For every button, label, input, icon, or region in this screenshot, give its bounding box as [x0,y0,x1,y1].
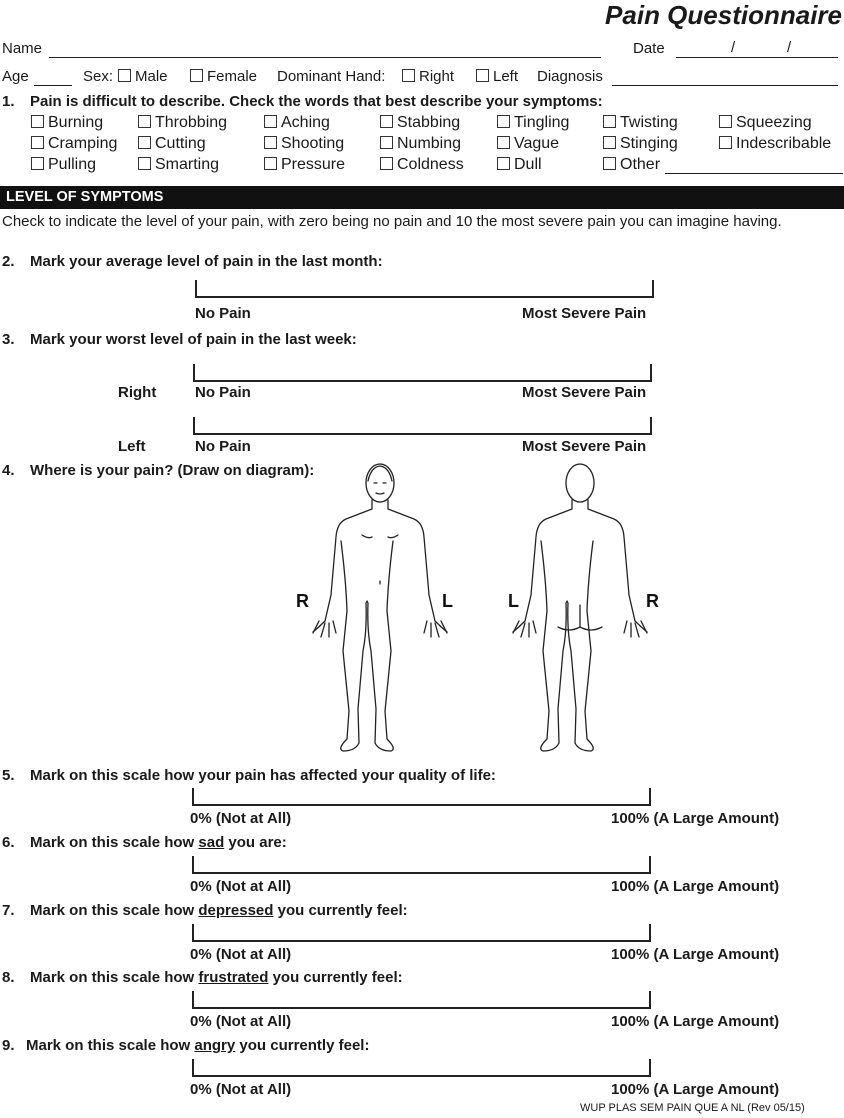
front-body-figure [313,464,447,751]
q3-number: 3. [2,331,15,348]
scale-high-label: Most Severe Pain [522,384,647,401]
q1-number: 1. [2,93,15,110]
symptom-label: Twisting [620,114,678,131]
dominant-hand-label: Dominant Hand: [277,68,386,85]
q4-text: Where is your pain? (Draw on diagram): [30,462,315,479]
symptom-label: Coldness [397,156,464,173]
form-code: WUP PLAS SEM PAIN QUE A NL (Rev 05/15) [580,1102,805,1114]
symptom-option[interactable] [603,156,660,174]
symptom-label: Cutting [155,135,206,152]
q4-number: 4. [2,462,15,479]
page-title: Pain Questionnaire [605,0,842,30]
quality-of-life-scale[interactable] [192,788,651,806]
pct-low-label: 0% (Not at All) [190,1013,292,1030]
checkbox[interactable] [31,157,44,170]
symptom-option[interactable] [264,114,330,132]
symptom-option[interactable] [497,114,569,132]
symptom-label: Aching [281,114,330,131]
q7-text: Mark on this scale how depressed you currently feel: [30,902,408,919]
date-separator: / [787,39,792,56]
right-label: Right [118,384,157,401]
pct-low-label: 0% (Not at All) [190,1081,292,1098]
checkbox[interactable] [497,136,510,149]
frustrated-scale[interactable] [192,991,651,1009]
q2-text: Mark your average level of pain in the last month: [30,253,383,270]
scale-low-label: No Pain [195,384,251,401]
q9-number: 9. [2,1037,15,1054]
sad-scale[interactable] [192,856,651,874]
name-field[interactable] [49,57,601,58]
q2-number: 2. [2,253,15,270]
symptom-label: Stabbing [397,114,461,131]
checkbox[interactable] [380,157,393,170]
pct-low-label: 0% (Not at All) [190,878,292,895]
symptom-option[interactable] [31,156,96,174]
checkbox[interactable] [138,115,151,128]
depressed-scale[interactable] [192,924,651,942]
worst-pain-right-scale[interactable] [193,364,652,382]
symptom-label: Dull [514,156,542,173]
symptom-option[interactable] [380,114,460,132]
pct-high-label: 100% (A Large Amount) [611,1013,780,1030]
checkbox[interactable] [31,136,44,149]
symptom-label: Vague [514,135,560,152]
checkbox[interactable] [190,69,203,82]
checkbox[interactable] [118,69,131,82]
checkbox[interactable] [719,136,732,149]
q3-text: Mark your worst level of pain in the last week: [30,331,357,348]
back-left-marker: L [508,591,519,611]
checkbox[interactable] [380,115,393,128]
diagnosis-field[interactable] [612,85,838,86]
checkbox[interactable] [264,157,277,170]
q5-number: 5. [2,767,15,784]
section-header: LEVEL OF SYMPTOMS [0,186,844,209]
symptom-label: Indescribable [736,135,832,152]
instructions: Check to indicate the level of your pain, with zero being no pain and 10 the most severe pain you can imagine having. [2,213,782,230]
front-left-marker: L [442,591,453,611]
pct-low-label: 0% (Not at All) [190,810,292,827]
body-diagram[interactable] [296,455,666,765]
checkbox[interactable] [476,69,489,82]
symptom-option[interactable] [603,114,678,132]
symptom-label: Burning [48,114,104,131]
symptom-option[interactable] [380,135,461,153]
symptom-option[interactable] [497,156,542,174]
symptom-label: Cramping [48,135,118,152]
pct-high-label: 100% (A Large Amount) [611,810,780,827]
symptom-option[interactable] [264,135,344,153]
checkbox[interactable] [402,69,415,82]
symptom-label: Tingling [514,114,570,131]
date-label: Date [633,40,665,57]
checkbox[interactable] [603,136,616,149]
sex-option-female[interactable]: Female [190,68,257,85]
symptom-option[interactable] [719,114,812,132]
scale-low-label: No Pain [195,305,251,322]
symptom-label: Smarting [155,156,220,173]
symptom-label: Throbbing [155,114,228,131]
worst-pain-left-scale[interactable] [193,417,652,435]
name-label: Name [2,40,43,57]
q9-text: Mark on this scale how angry you currently feel: [26,1037,370,1054]
sex-option-male[interactable]: Male [118,68,168,85]
scale-low-label: No Pain [195,438,251,455]
symptom-label: Squeezing [736,114,812,131]
checkbox[interactable] [264,136,277,149]
pct-high-label: 100% (A Large Amount) [611,1081,780,1098]
q6-text: Mark on this scale how sad you are: [30,834,287,851]
checkbox[interactable] [380,136,393,149]
symptom-label: Other [620,156,661,173]
checkbox[interactable] [31,115,44,128]
symptom-option[interactable] [603,135,678,153]
symptom-option[interactable] [264,156,345,174]
symptom-option[interactable] [31,135,117,153]
age-field[interactable] [34,85,72,86]
q1-text: Pain is difficult to describe. Check the words that best describe your symptoms: [30,93,603,110]
symptom-option[interactable] [719,135,831,153]
left-label: Left [118,438,146,455]
back-body-figure [513,464,647,751]
pct-low-label: 0% (Not at All) [190,946,292,963]
q8-text: Mark on this scale how frustrated you currently feel: [30,969,403,986]
hand-option-right[interactable]: Right [402,68,454,85]
symptom-label: Shooting [281,135,345,152]
checkbox[interactable] [264,115,277,128]
checkbox[interactable] [603,157,616,170]
hand-option-left[interactable]: Left [476,68,518,85]
symptom-option[interactable] [138,156,219,174]
symptom-label: Stinging [620,135,678,152]
checkbox[interactable] [497,115,510,128]
q5-text: Mark on this scale how your pain has affected your quality of life: [30,767,496,784]
sex-label: Sex: [83,68,114,85]
checkbox[interactable] [497,157,510,170]
diagnosis-label: Diagnosis [537,68,603,85]
symptom-label: Pressure [281,156,346,173]
symptom-option[interactable] [31,114,103,132]
scale-high-label: Most Severe Pain [522,305,647,322]
q6-number: 6. [2,834,15,851]
q7-number: 7. [2,902,15,919]
checkbox[interactable] [719,115,732,128]
other-symptom-field[interactable] [665,173,843,174]
symptom-option[interactable] [138,135,206,153]
symptom-option[interactable] [497,135,559,153]
average-pain-scale[interactable] [195,280,654,298]
symptom-label: Pulling [48,156,97,173]
checkbox[interactable] [138,136,151,149]
checkbox[interactable] [603,115,616,128]
front-right-marker: R [296,591,309,611]
date-separator: / [731,39,736,56]
pct-high-label: 100% (A Large Amount) [611,878,780,895]
date-field[interactable] [676,57,838,58]
back-right-marker: R [646,591,659,611]
scale-high-label: Most Severe Pain [522,438,647,455]
checkbox[interactable] [138,157,151,170]
angry-scale[interactable] [192,1059,651,1077]
pct-high-label: 100% (A Large Amount) [611,946,780,963]
symptom-label: Numbing [397,135,462,152]
symptom-option[interactable] [138,114,227,132]
q8-number: 8. [2,969,15,986]
age-label: Age [2,68,29,85]
symptom-option[interactable] [380,156,464,174]
